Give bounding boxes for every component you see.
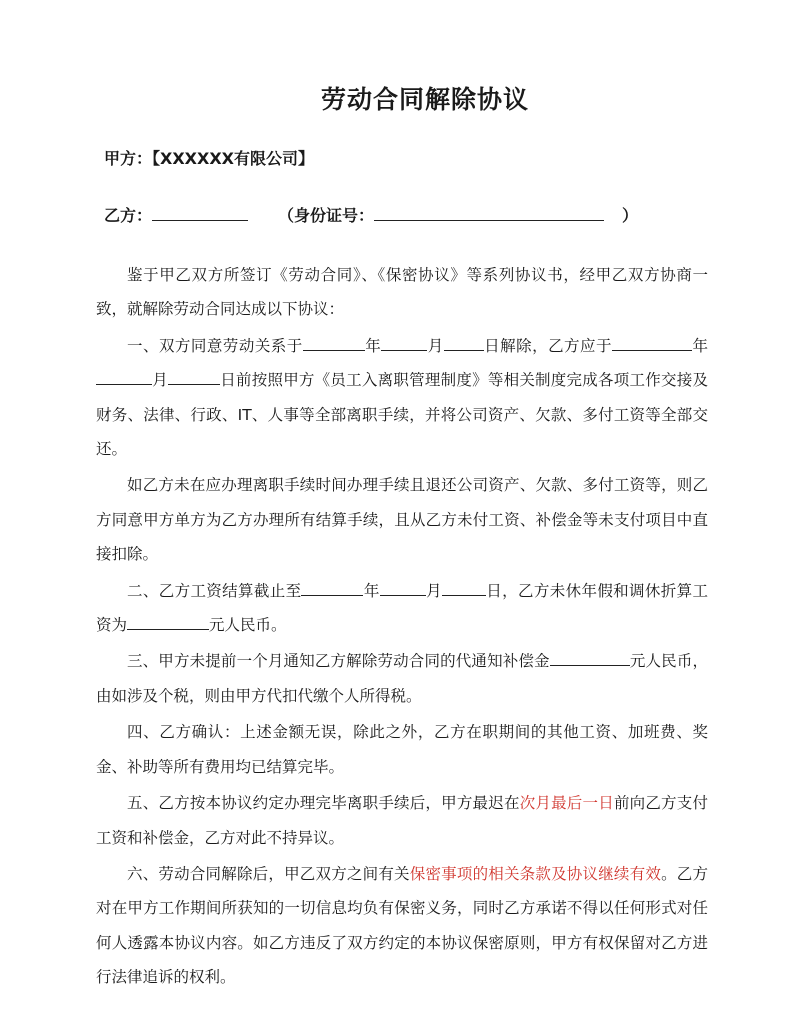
clause-1-text-a: 一、双方同意劳动关系于 [127,336,303,355]
clause-1-year2-blank [612,336,692,351]
id-number-label: （身份证号： [278,206,375,225]
clause-1-text-d: 日解除，乙方应于 [483,336,612,355]
clause-3-amount-blank [550,651,630,666]
paragraph-clause-5 [96,786,708,855]
clause-3-text-a: 三、甲方未提前一个月通知乙方解除劳动合同的代通知补偿金 [127,652,550,671]
party-b-label: 乙方： [104,206,153,225]
clause-6-highlight: 保密事项的相关条款及协议继续有效 [409,864,662,883]
clause-6-text-b: 。乙方对在甲方工作期间所获知的一切信息均负有保密义务，同时乙方承诺不得以任何形式对任何人透露本协议内容。如乙方违反了双方约定的本协议保密原则，甲方有权保留对乙方进行法律追诉的权利。 [96,864,708,987]
clause-2-text-e: 元人民币。 [209,616,287,635]
clause-1-year-label: 年 [364,336,382,355]
id-number-close: ） [622,206,639,225]
id-number-blank [374,204,604,221]
clause-2-year-blank [301,581,363,596]
paragraph-clause-4: 四、乙方确认：上述金额无误，除此之外，乙方在职期间的其他工资、加班费、奖金、补助等所有费用均已结算完毕。 [96,723,708,776]
party-b-name-blank [152,204,248,221]
clause-1-month-blank [381,336,427,351]
agreement-body [96,258,708,995]
clause-2-day-blank [442,581,486,596]
document-title: 劳动合同解除协议 [320,85,529,114]
clause-1-year2-label: 年 [691,336,708,355]
clause-1-month2-blank [96,370,152,385]
clause-3-text-b: 元人民币，由如涉及个税，则由甲方代扣代缴个人所得税。 [96,652,708,705]
paragraph-clause-6 [96,857,708,995]
paragraph-clause-1-supplement: 如乙方未在应办理离职手续时间办理手续且退还公司资产、欠款、多付工资等，则乙方同意甲方单方为乙方办理所有结算手续，且从乙方未付工资、补偿金等未支付项目中直接扣除。 [96,476,708,564]
paragraph-preamble: 鉴于甲乙双方所签订《劳动合同》、《保密协议》等系列协议书，经甲乙双方协商一致，就解除劳动合同达成以下协议： [96,266,708,319]
clause-5-text-a: 五、乙方按本协议约定办理完毕离职手续后，甲方最迟在 [127,794,520,813]
clause-2-text-d: 日，乙方未休年假和调休折算工资为 [96,581,708,635]
paragraph-clause-1 [96,329,708,467]
clause-2-text-a: 二、乙方工资结算截止至 [127,581,302,600]
clause-5-highlight: 次月最后一日 [519,794,614,813]
paragraph-clause-3 [96,644,708,713]
clause-1-month2-label: 月 [152,371,168,390]
clause-2-year-label: 年 [363,581,380,600]
clause-2-month-label: 月 [425,581,442,600]
clause-6-text-a: 六、劳动合同解除后，甲乙双方之间有关 [127,864,410,883]
party-a-line: 甲方：【XXXXXX有限公司】 [104,149,315,168]
party-b-line [104,203,638,226]
clause-1-day2-blank [168,370,220,385]
clause-1-text-g: 日前按照甲方《员工入离职管理制度》等相关制度完成各项工作交接及财务、法律、行政、IT、人事等全部离职手续，并将公司资产、欠款、多付工资等全部交还。 [96,371,708,459]
clause-1-month-label: 月 [427,336,444,355]
clause-2-month-blank [380,581,426,596]
clause-2-amount-blank [127,615,209,630]
clause-5-text-b: 前向乙方支付工资和补偿金，乙方对此不持异议。 [96,794,708,847]
clause-1-year-blank [303,336,365,351]
paragraph-clause-2 [96,574,708,643]
clause-1-day-blank [444,336,484,351]
